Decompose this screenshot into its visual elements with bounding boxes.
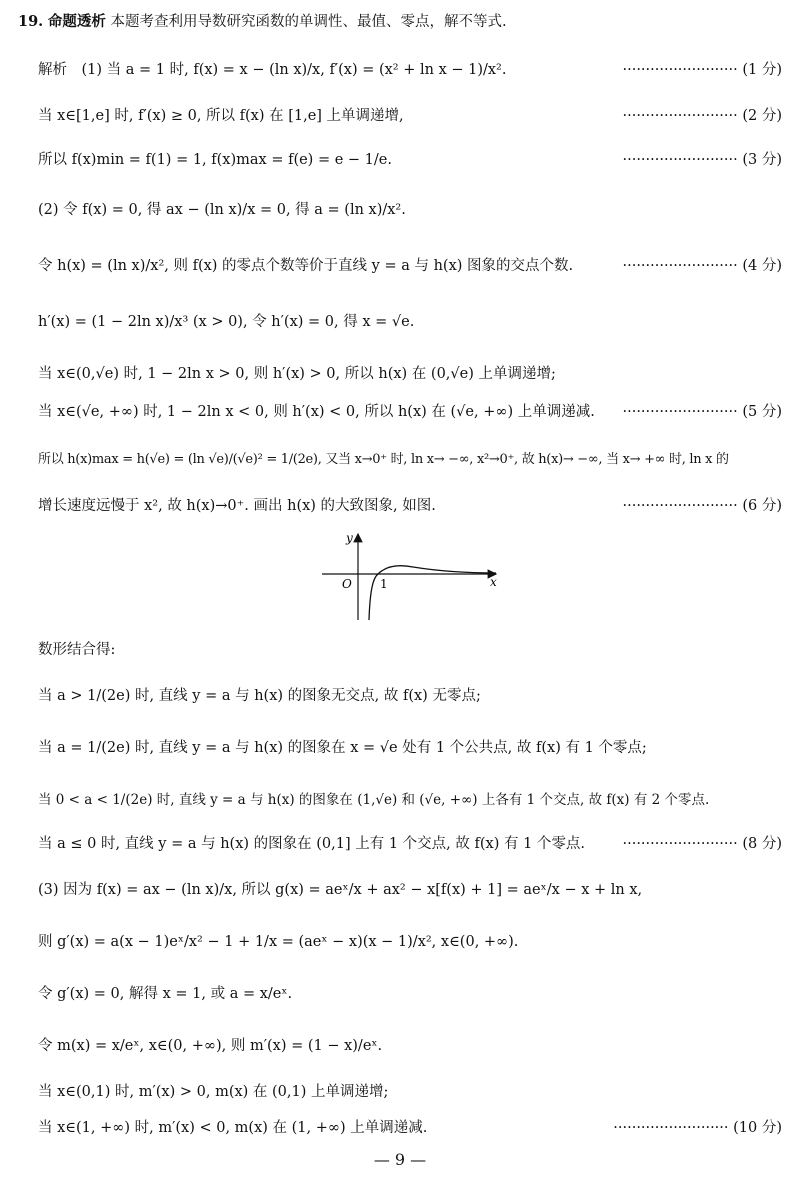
solution-line: 当 a ≤ 0 时, 直线 y = a 与 h(x) 的图象在 (0,1] 上有 1 个交点, 故 f(x) 有 1 个零点. (38, 836, 586, 852)
solution-line: (3) 因为 f(x) = ax − (ln x)/x, 所以 g(x) = aeˣ/x + ax² − x[f(x) + 1] = aeˣ/x − x + ln x, (38, 882, 643, 898)
origin-label: O (342, 577, 352, 591)
score-mark: ························· (10 分) (613, 1120, 782, 1136)
y-axis-label: y (346, 531, 353, 545)
solution-line: 令 g′(x) = 0, 解得 x = 1, 或 a = x/eˣ. (38, 986, 293, 1002)
solution-line: 当 a > 1/(2e) 时, 直线 y = a 与 h(x) 的图象无交点, 故 f(x) 无零点; (38, 688, 481, 704)
score-mark: ························· (3 分) (622, 152, 782, 168)
solution-line: 令 m(x) = x/eˣ, x∈(0, +∞), 则 m′(x) = (1 − x)/eˣ. (38, 1038, 383, 1054)
solution-line: 所以 h(x)max = h(√e) = (ln √e)/(√e)² = 1/(2e), 又当 x→0⁺ 时, ln x→ −∞, x²→0⁺, 故 h(x)→ −∞, 当 x→ +∞ 时, ln x 的 (38, 452, 729, 467)
header-text: 本题考查利用导数研究函数的单调性、最值、零点，解不等式. (110, 14, 507, 30)
page-number: — 9 — (373, 1150, 427, 1169)
solution-line: 当 x∈(√e, +∞) 时, 1 − 2ln x < 0, 则 h′(x) < 0, 所以 h(x) 在 (√e, +∞) 上单调递减. (38, 404, 595, 420)
score-mark: ························· (1 分) (622, 62, 782, 78)
score-mark: ························· (5 分) (622, 404, 782, 420)
score-mark: ························· (4 分) (622, 258, 782, 274)
solution-line: 当 x∈(1, +∞) 时, m′(x) < 0, m(x) 在 (1, +∞) 上单调递减. (38, 1120, 428, 1136)
solution-line: 数形结合得: (38, 642, 116, 658)
solution-line: 当 a = 1/(2e) 时, 直线 y = a 与 h(x) 的图象在 x = √e 处有 1 个公共点, 故 f(x) 有 1 个零点; (38, 740, 647, 756)
header-title: 命题透析 (47, 13, 106, 30)
solution-line: 当 0 < a < 1/(2e) 时, 直线 y = a 与 h(x) 的图象在 (1,√e) 和 (√e, +∞) 上各有 1 个交点, 故 f(x) 有 2 个零点. (38, 792, 710, 808)
problem-number: 19. (18, 13, 44, 30)
solution-line: 当 x∈(0,1) 时, m′(x) > 0, m(x) 在 (0,1) 上单调递增; (38, 1084, 389, 1100)
solution-line: 令 h(x) = (ln x)/x², 则 f(x) 的零点个数等价于直线 y = a 与 h(x) 图象的交点个数. (38, 258, 574, 274)
score-mark: ························· (6 分) (622, 498, 782, 514)
solution-line: 增长速度远慢于 x², 故 h(x)→0⁺. 画出 h(x) 的大致图象, 如图. (38, 498, 436, 514)
solution-line: 则 g′(x) = a(x − 1)eˣ/x² − 1 + 1/x = (aeˣ − x)(x − 1)/x², x∈(0, +∞). (38, 934, 519, 950)
solution-line: (2) 令 f(x) = 0, 得 ax − (ln x)/x = 0, 得 a = (ln x)/x². (38, 202, 406, 218)
score-mark: ························· (2 分) (622, 108, 782, 124)
solution-line: 当 x∈(0,√e) 时, 1 − 2ln x > 0, 则 h′(x) > 0, 所以 h(x) 在 (0,√e) 上单调递增; (38, 366, 556, 382)
solution-line: 当 x∈[1,e] 时, f′(x) ≥ 0, 所以 f(x) 在 [1,e] 上单调递增, (38, 108, 404, 124)
function-graph (318, 530, 508, 625)
x-axis-label: x (490, 575, 497, 589)
problem-header (18, 12, 507, 32)
solution-line: h′(x) = (1 − 2ln x)/x³ (x > 0), 令 h′(x) = 0, 得 x = √e. (38, 314, 415, 330)
score-mark: ························· (8 分) (622, 836, 782, 852)
solution-line: 所以 f(x)min = f(1) = 1, f(x)max = f(e) = e − 1/e. (38, 152, 392, 168)
tick-label-1: 1 (380, 577, 388, 591)
solution-line: 解析 (1) 当 a = 1 时, f(x) = x − (ln x)/x, f′(x) = (x² + ln x − 1)/x². (38, 62, 507, 78)
